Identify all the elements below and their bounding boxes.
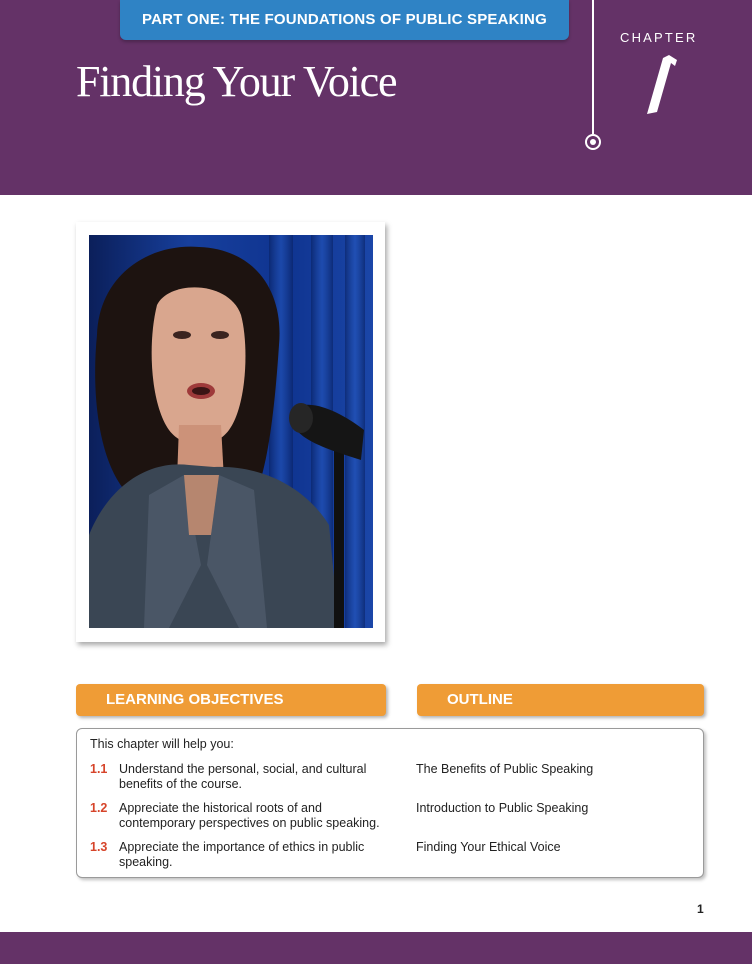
objective-number: 1.3 — [90, 840, 108, 854]
speaker-photo — [89, 235, 373, 628]
photo-frame — [76, 222, 385, 642]
objectives-outline-box — [76, 728, 704, 878]
objective-item — [90, 840, 390, 870]
chapter-word: CHAPTER — [620, 30, 698, 45]
outline-header: OUTLINE — [417, 684, 704, 716]
objectives-intro: This chapter will help you: — [90, 737, 234, 751]
outline-item[interactable]: The Benefits of Public Speaking — [416, 762, 594, 776]
header-band — [0, 0, 752, 195]
objective-text: Understand the personal, social, and cultural benefits of the course. — [119, 762, 367, 791]
objective-item — [90, 762, 390, 792]
learning-objectives-header: LEARNING OBJECTIVES — [76, 684, 386, 716]
chapter-marker-dot — [585, 134, 601, 150]
objective-text: Appreciate the historical roots of and contemporary perspectives on public speaking. — [119, 801, 380, 830]
chapter-title: Finding Your Voice — [76, 57, 397, 106]
outline-item[interactable]: Introduction to Public Speaking — [416, 801, 589, 815]
chapter-divider-line — [592, 0, 594, 134]
objective-number: 1.2 — [90, 801, 108, 815]
footer-band — [0, 932, 752, 964]
part-label: PART ONE: THE FOUNDATIONS OF PUBLIC SPEAKING — [120, 0, 569, 40]
outline-item[interactable]: Finding Your Ethical Voice — [416, 840, 561, 854]
objective-text: Appreciate the importance of ethics in public speaking. — [119, 840, 365, 869]
chapter-number-glyph — [638, 52, 682, 116]
page-number: 1 — [697, 902, 704, 916]
objective-number: 1.1 — [90, 762, 108, 776]
objective-item — [90, 801, 390, 831]
